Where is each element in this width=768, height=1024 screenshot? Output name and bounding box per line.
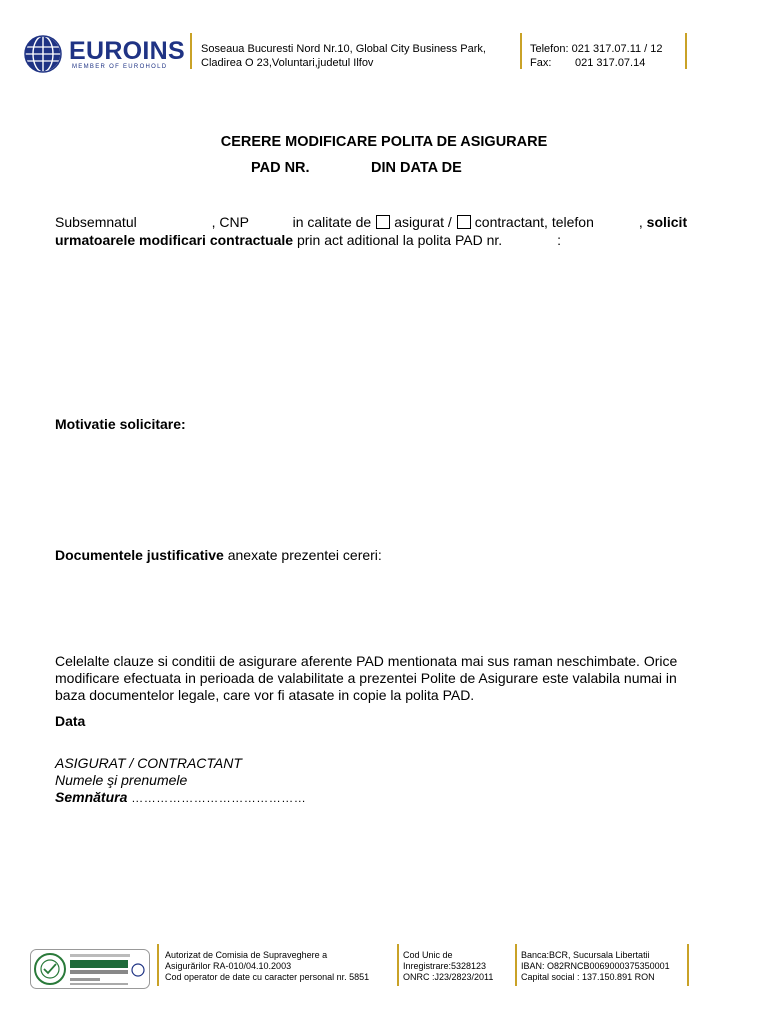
signatory-role: ASIGURAT / CONTRACTANT bbox=[55, 755, 242, 771]
company-contact bbox=[530, 42, 663, 70]
header-divider-3 bbox=[685, 33, 687, 69]
clauze-line: Celelalte clauze si conditii de asigurare aferente PAD mentionata mai sus raman neschimbate. Orice bbox=[55, 653, 678, 669]
registration-line: Cod Unic de bbox=[403, 950, 453, 960]
iso-certification-logo bbox=[30, 949, 150, 989]
signature-dots: …………………………………… bbox=[131, 791, 307, 805]
calitate-label: in calitate de bbox=[292, 214, 372, 230]
logo-name: EUROINS bbox=[69, 37, 186, 65]
iso-badge-icon bbox=[30, 949, 150, 989]
authorization-line: Autorizat de Comisia de Supraveghere a bbox=[165, 950, 328, 960]
name-label: Numele şi prenumele bbox=[55, 772, 188, 788]
footer-divider-2 bbox=[397, 944, 399, 986]
clauze-line: baza documentelor legale, care vor fi atasate in copie la polita PAD. bbox=[55, 687, 475, 703]
registration-line: Inregistrare:5328123 bbox=[403, 961, 487, 971]
bank-line: IBAN: O82RNCB0069000375350001 bbox=[521, 961, 670, 971]
request-line-2 bbox=[55, 232, 561, 250]
document-title: CERERE MODIFICARE POLITA DE ASIGURARE bbox=[220, 134, 548, 150]
address-line: Soseaua Bucuresti Nord Nr.10, Global City Business Park, bbox=[201, 43, 486, 55]
documente-line bbox=[55, 547, 382, 565]
solicit-label: solicit bbox=[646, 214, 688, 230]
pad-number-label: PAD NR. bbox=[251, 160, 310, 176]
clauze-line: modificare efectuata in perioada de valabilitate a prezentei Polite de Asigurare este valabila numai in bbox=[55, 670, 677, 686]
registration-line: ONRC :J23/2823/2011 bbox=[403, 972, 494, 982]
globe-icon bbox=[24, 35, 62, 73]
documente-heading: Documentele justificative bbox=[55, 547, 224, 563]
comma: , bbox=[638, 214, 643, 230]
request-line-1 bbox=[55, 214, 687, 232]
registration-info bbox=[403, 950, 493, 983]
authorization-line: Cod operator de date cu caracter personal nr. 5851 bbox=[165, 972, 370, 982]
asigurat-checkbox[interactable] bbox=[376, 215, 390, 229]
footer-divider-4 bbox=[687, 944, 689, 986]
authorization-info bbox=[165, 950, 369, 983]
cnp-label: , CNP bbox=[211, 214, 249, 230]
company-address bbox=[201, 42, 486, 70]
bank-info bbox=[521, 950, 670, 983]
contractant-label: contractant, telefon bbox=[474, 214, 594, 230]
subsemnatul-label: Subsemnatul bbox=[55, 214, 137, 230]
contractant-checkbox[interactable] bbox=[457, 215, 471, 229]
signature-label: Semnătura bbox=[55, 789, 128, 805]
logo-tagline: MEMBER OF EUROHOLD bbox=[72, 64, 168, 70]
header-divider-1 bbox=[190, 33, 192, 69]
phone-number: Telefon: 021 317.07.11 / 12 bbox=[530, 43, 663, 55]
modificari-label: urmatoarele modificari contractuale bbox=[55, 232, 294, 248]
footer-divider-3 bbox=[515, 944, 517, 986]
authorization-line: Asigurărilor RA-010/04.10.2003 bbox=[165, 961, 292, 971]
motivatie-heading: Motivatie solicitare: bbox=[55, 416, 186, 432]
bank-line: Capital social : 137.150.891 RON bbox=[521, 972, 655, 982]
documente-text: anexate prezentei cereri: bbox=[227, 547, 382, 563]
bank-line: Banca:BCR, Sucursala Libertatii bbox=[521, 950, 650, 960]
fax-label: Fax: bbox=[530, 57, 552, 69]
header-divider-2 bbox=[520, 33, 522, 69]
asigurat-label: asigurat / bbox=[394, 214, 452, 230]
fax-number bbox=[530, 56, 663, 70]
euroins-logo bbox=[24, 33, 186, 75]
signature-line bbox=[55, 789, 306, 805]
date-label: DIN DATA DE bbox=[371, 160, 462, 176]
footer-divider-1 bbox=[157, 944, 159, 986]
address-line: Cladirea O 23,Voluntari,judetul Ilfov bbox=[201, 57, 374, 69]
fax-value: 021 317.07.14 bbox=[575, 57, 646, 69]
colon: : bbox=[557, 232, 562, 248]
act-aditional-label: prin act aditional la polita PAD nr. bbox=[296, 232, 503, 248]
data-label: Data bbox=[55, 713, 86, 729]
